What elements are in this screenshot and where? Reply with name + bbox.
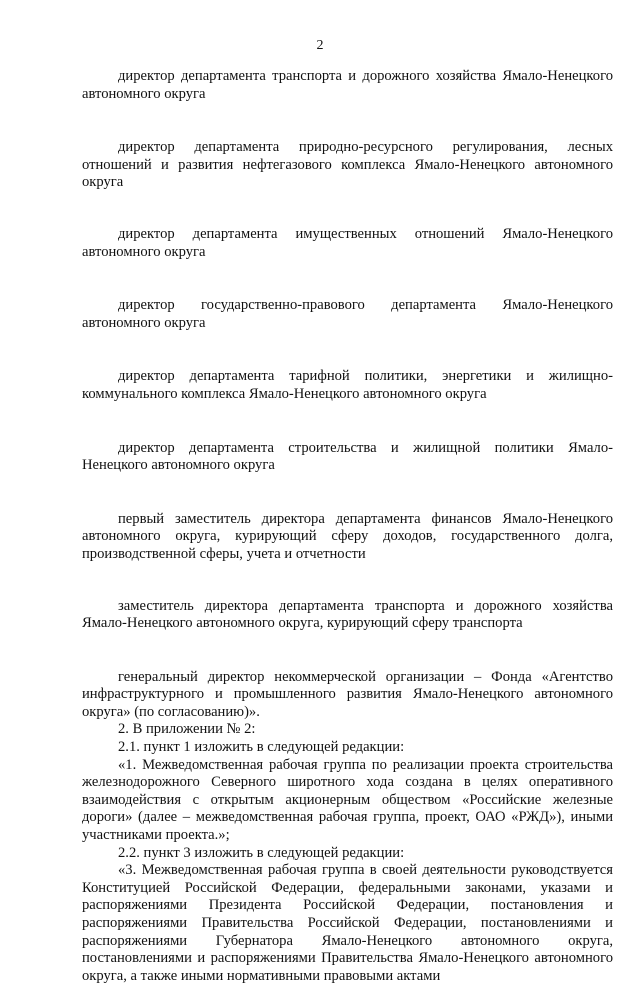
amendment-2-2: 2.2. пункт 3 изложить в следующей редакции: [118,844,405,861]
document-body [82,68,613,985]
position-legal-director: директор государственно-правового департамента Ямало-Ненецкого автономного округа [82,297,613,331]
amendment-2-1: 2.1. пункт 1 изложить в следующей редакции: [118,739,405,756]
page-number: 2 [316,38,324,53]
position-tariff-director: директор департамента тарифной политики, энергетики и жилищно-коммунального комплекса Ямало-Ненецкого автономного округа [82,368,613,402]
position-property-director: директор департамента имущественных отношений Ямало-Ненецкого автономного округа [82,225,613,260]
amendment-point-3-text: «3. Межведомственная рабочая группа в своей деятельности руководствуется Конституцией Российской Федерации, федеральными законами, указами и распоряжениями Президента Российской Федерации, постановления и распоряжениями Правительства Российской Федерации, постановлениями и распоряжениями Губернатора Ямало-Ненецкого автономного округа, постановлениями и распоряжениями Правительства Ямало-Ненецкого автономного округа, а также иными нормативными правовыми актами [82,862,613,984]
position-transport-director: директор департамента транспорта и дорожного хозяйства Ямало-Ненецкого автономного округа [82,68,613,102]
position-fund-director: генеральный директор некоммерческой организации – Фонда «Агентство инфраструктурного и промышленного развития Ямало-Ненецкого автономного округа» (по согласованию)». [82,668,613,720]
position-finance-first-deputy: первый заместитель директора департамента финансов Ямало-Ненецкого автономного округа, курирующий сферу доходов, государственного долга, производственной сферы, учета и отчетности [82,510,613,562]
position-natural-resources-director: директор департамента природно-ресурсного регулирования, лесных отношений и развития нефтегазового комплекса Ямало-Ненецкого автономного округа [82,139,613,191]
position-construction-director: директор департамента строительства и жилищной политики Ямало-Ненецкого автономного округа [82,439,613,474]
amendment-point-1-text: «1. Межведомственная рабочая группа по реализации проекта строительства железнодорожного Северного широтного хода создана в целях оперативного взаимодействия с открытым акционерным обществом «Российские железные дороги» (далее – межведомственная рабочая группа, проект, ОАО «РЖД»), иными участниками проекта.»; [82,756,613,844]
position-transport-deputy: заместитель директора департамента транспорта и дорожного хозяйства Ямало-Ненецкого автономного округа, курирующий сферу транспорта [82,597,613,632]
amendment-appendix-2: 2. В приложении № 2: [118,721,256,738]
